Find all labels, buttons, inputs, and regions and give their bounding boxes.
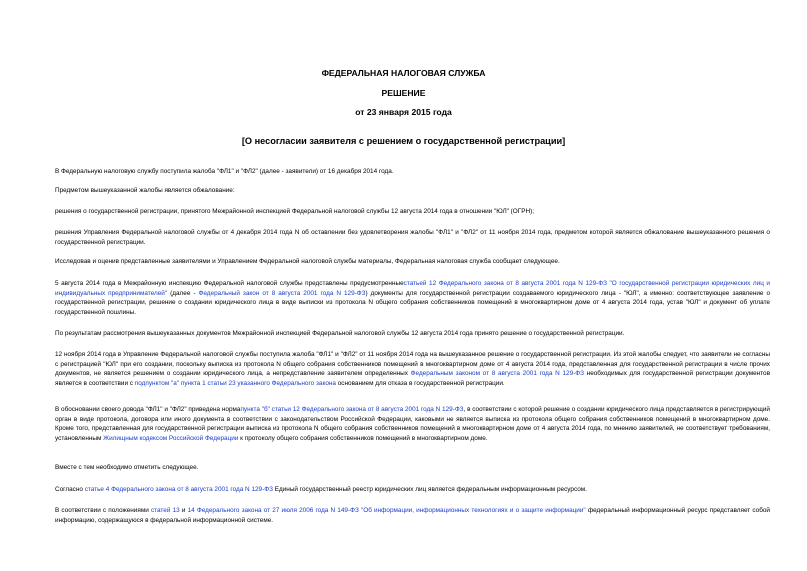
text-run: федеральный информационный ресурс представляет собой информацию, содержащуюся в федеральной информационной системе. — [55, 507, 770, 524]
paragraph-complaint-november — [55, 350, 770, 389]
paragraph-registration-decision: решения о государственной регистрации, принятого Межрайонной инспекцией Федеральной налоговой службы 12 августа 2014 года в отношении "ЮЛ" (ОГРН); — [55, 208, 535, 215]
paragraph-decision-taken: По результатам рассмотрения вышеуказанных документов Межрайонной инспекцией Федеральной налоговой службы 12 августа 2014 года принято решение о государственной регистрации. — [55, 330, 625, 337]
document-date: от 23 января 2015 года — [355, 107, 452, 117]
text-run: Согласно — [55, 486, 85, 493]
law-link-article-23[interactable]: подпунктом "а" пункта 1 статьи 23 указанного Федерального закона — [134, 380, 336, 388]
law-link-article-12[interactable]: статьей 12 Федерального закона от 8 августа 2001 года N 129-ФЗ "О государственной регистрации юридических лиц и индивидуальных предпринимателей" — [55, 280, 770, 297]
law-link-housing-code[interactable]: Жилищным кодексом Российской Федерации — [103, 435, 239, 443]
text-run: 12 ноября 2014 года в Управление Федеральной налоговой службы поступила жалоба "ФЛ1" и "ФЛ2" от 11 ноября 2014 года на вышеуказанное решение о государственной регистрации. Из этой жалобы следует, что заявители не согласны с регистрацией "ЮЛ" при его создании, поскольку выписка из протокола N общего собрания собственников помещений в многоквартирном доме от 4 августа 2014 года, представленная для государственной регистрации в числе прочих документов, не является решением о создании юридического лица, а непредставление заявителем определенных — [55, 351, 770, 378]
paragraph-management-decision: решения Управления Федеральной налоговой службы от 4 декабря 2014 года N об оставлении без удовлетворения жалобы "ФЛ1" и "ФЛ2" от 11 ноября 2014 года, предметом которой является обжалование вышеуказанного решения о государственной регистрации. — [55, 229, 770, 246]
text-run: , в соответствии с которой решение о создании юридического лица представляется в регистрирующий орган в виде протокола, договора или иного документа в соответствии с законодательством Российской Федерации, каковыми не является выписка из протокола общего собрания собственников помещений в многоквартирном доме. Кроме того, представленная для государственной регистрации выписка из протокола N общего собрания собственников помещений в многоквартирном доме от 4 августа 2014 года, по мнению заявителей, не соответствует требованиям, установленным — [55, 406, 770, 443]
text-run: В соответствии с положениями — [55, 507, 151, 514]
text-run: необходимых для государственной регистрации документов является в соответствии с — [55, 370, 770, 388]
paragraph-complaint-received: В Федеральную налоговую службу поступила жалоба "ФЛ1" и "ФЛ2" (далее - заявители) от 16 декабря 2014 года. — [55, 168, 394, 175]
text-run: и — [179, 507, 188, 514]
law-link-149fz[interactable]: 14 Федерального закона от 27 июля 2006 года N 149-ФЗ "Об информации, информационных технологиях и о защите информации" — [187, 507, 586, 514]
paragraph-materials-reviewed: Исследовав и оценив представленные заявителями и Управлением Федеральной налоговой службы материалы, Федеральная налоговая служба сообщает следующее. — [55, 258, 560, 265]
paragraph-note: Вместе с тем необходимо отметить следующее. — [55, 464, 199, 471]
text-run: 5 августа 2014 года в Межрайонную инспекцию Федеральной налоговой службы представлены предусмотренные — [55, 280, 404, 287]
law-link-129fz[interactable]: Федеральным законом от 8 августа 2001 года N 129-ФЗ — [410, 370, 584, 378]
text-run: к протоколу общего собрания собственников помещений в многоквартирном доме. — [238, 435, 488, 443]
text-run: Единый государственный реестр юридических лиц является федеральным информационным ресурсом. — [272, 486, 587, 493]
paragraph-argument — [55, 405, 770, 444]
document-type: РЕШЕНИЕ — [381, 88, 426, 98]
law-link-article-4[interactable]: статье 4 Федерального закона от 8 августа 2001 года N 129-ФЗ — [84, 486, 273, 493]
text-run: ) документы для государственной регистрации создаваемого юридического лица - "ЮЛ", а именно: соответствующее заявление о государственной регистрации, решение о создании юридического лица в виде выписки из протокола N общего собрания собственников помещений в многоквартирном доме от 4 августа 2014 года, устав "ЮЛ" и документ об уплате государственной пошлины. — [55, 289, 771, 317]
agency-title: ФЕДЕРАЛЬНАЯ НАЛОГОВАЯ СЛУЖБА — [321, 68, 486, 78]
law-link-article-12b[interactable]: пункта "б" статьи 12 Федерального закона от 8 августа 2001 года N 129-ФЗ — [240, 406, 464, 413]
text-run: В обосновании своего довода "ФЛ1" и "ФЛ2" приведена норма — [55, 406, 241, 413]
paragraph-documents-submitted — [55, 279, 770, 318]
law-link-article-13[interactable]: статей 13 — [150, 507, 180, 514]
document-subject: [О несогласии заявителя с решением о государственной регистрации] — [241, 136, 566, 146]
paragraph-articles-13-14 — [55, 506, 770, 525]
text-run: (далее - — [167, 289, 199, 297]
text-run: основанием для отказа в государственной регистрации. — [335, 380, 505, 388]
paragraph-article-4 — [55, 485, 770, 495]
law-link-129fz[interactable]: Федеральный закон от 8 августа 2001 года N 129-ФЗ — [198, 289, 366, 297]
paragraph-complaint-subject: Предметом вышеуказанной жалобы является обжалование: — [55, 187, 235, 194]
